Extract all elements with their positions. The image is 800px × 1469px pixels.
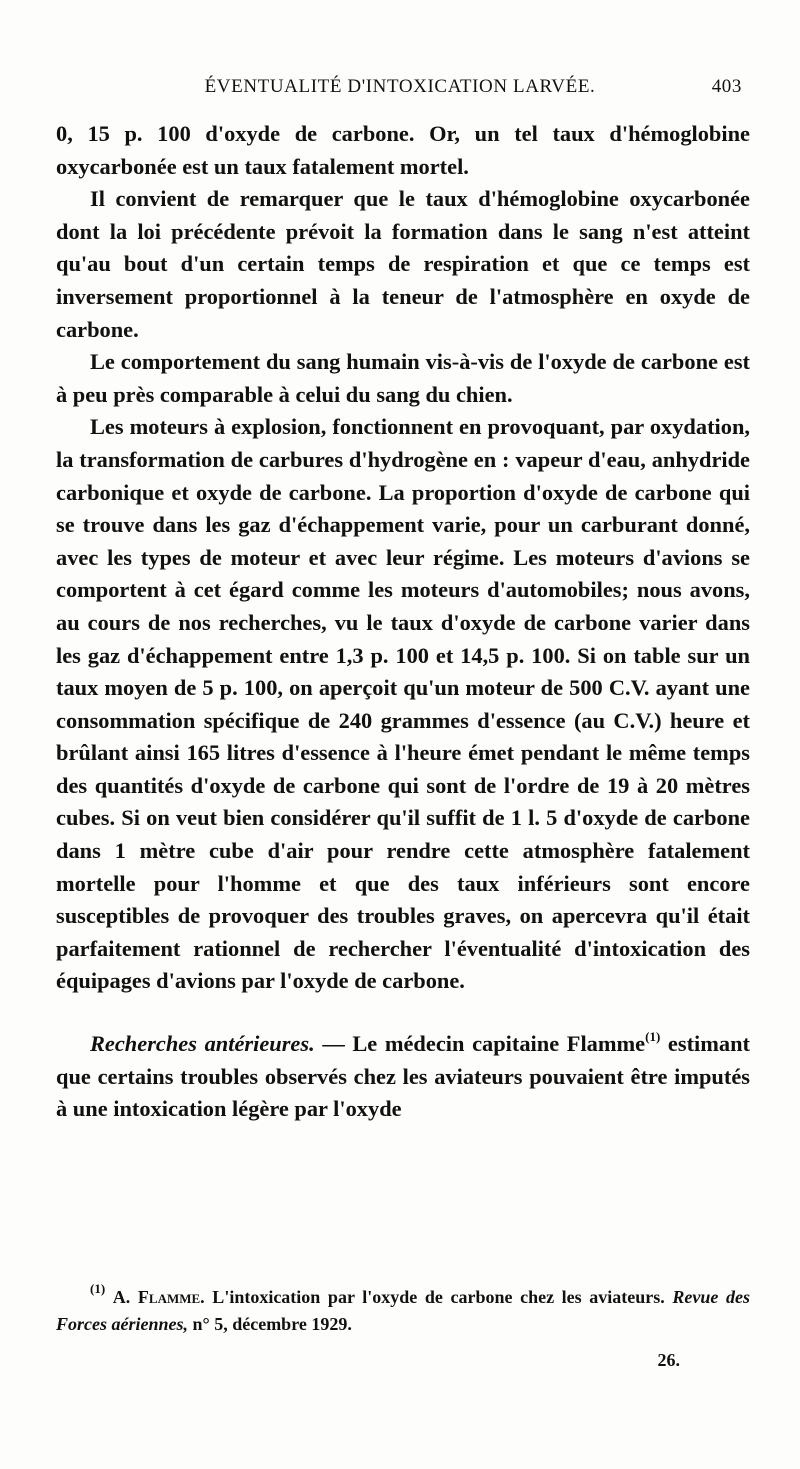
footnote-detail: n° 5, décembre 1929. [188, 1314, 352, 1334]
section-heading: Recherches antérieures. [90, 1031, 315, 1057]
page-number: 403 [711, 76, 742, 97]
footnote-marker: (1) [90, 1281, 106, 1296]
footnote-author: A. Flamme. [112, 1287, 205, 1307]
running-title: ÉVENTUALITÉ D'INTOXICATION LARVÉE. [204, 76, 596, 97]
paragraph-5 [56, 1028, 750, 1126]
paragraph-3: Le comportement du sang humain vis-à-vis de l'oxyde de carbone est à peu près comparable à celui du sang du chien. [56, 349, 750, 407]
paragraph-2: Il convient de remarquer que le taux d'hémoglobine oxycarbonée dont la loi précédente prévoit la formation dans le sang n'est atteint qu'au bout d'un certain temps de respiration et que ce temps est inversement proportionnel à la teneur de l'atmosphère en oxyde de carbone. [56, 186, 750, 342]
paragraph-5-rest: estimant que certains troubles observés chez les aviateurs pouvaient être imputés à une intoxication légère par l'oxyde [56, 1031, 750, 1122]
footnote-entry [56, 1281, 751, 1338]
running-header [58, 76, 742, 106]
footnote-journal: Revue des Forces aériennes, [56, 1287, 751, 1334]
paragraph-1: 0, 15 p. 100 d'oxyde de carbone. Or, un tel taux d'hémoglobine oxycarbonée est un taux fatalement mortel. [56, 121, 750, 179]
signature-mark: 26. [657, 1350, 680, 1370]
body-text [56, 118, 750, 1126]
paragraph-4: Les moteurs à explosion, fonctionnent en provoquant, par oxydation, la transformation de carbures d'hydrogène en : vapeur d'eau, anhydride carbonique et oxyde de carbone. La proportion d'oxyde de carbone qui se trouve dans les gaz d'échappement varie, pour un carburant donné, avec les types de moteur et avec leur régime. Les moteurs d'avions se comportent à cet égard comme les moteurs d'automobiles; nous avons, au cours de nos recherches, vu le taux d'oxyde de carbone varier dans les gaz d'échappement entre 1,3 p. 100 et 14,5 p. 100. Si on table sur un taux moyen de 5 p. 100, on aperçoit qu'un moteur de 500 C.V. ayant une consommation spécifique de 240 grammes d'essence (au C.V.) heure et brûlant ainsi 165 litres d'essence à l'heure émet pendant le même temps des quantités d'oxyde de carbone qui sont de l'ordre de 19 à 20 mètres cubes. Si on veut bien considérer qu'il suffit de 1 l. 5 d'oxyde de carbone dans 1 mètre cube d'air pour rendre cette atmosphère fatalement mortelle pour l'homme et que des taux inférieurs sont encore susceptibles de provoquer des troubles graves, on apercevra qu'il était parfaitement rationnel de rechercher l'éventualité d'intoxication des équipages d'avions par l'oxyde de carbone. [56, 414, 750, 994]
paragraph-5-text: — Le médecin capitaine Flamme [314, 1031, 646, 1057]
footnote-reference: (1) [645, 1029, 661, 1045]
footnote [56, 1281, 751, 1338]
footnote-text: L'intoxication par l'oxyde de carbone chez les aviateurs. [204, 1287, 665, 1307]
